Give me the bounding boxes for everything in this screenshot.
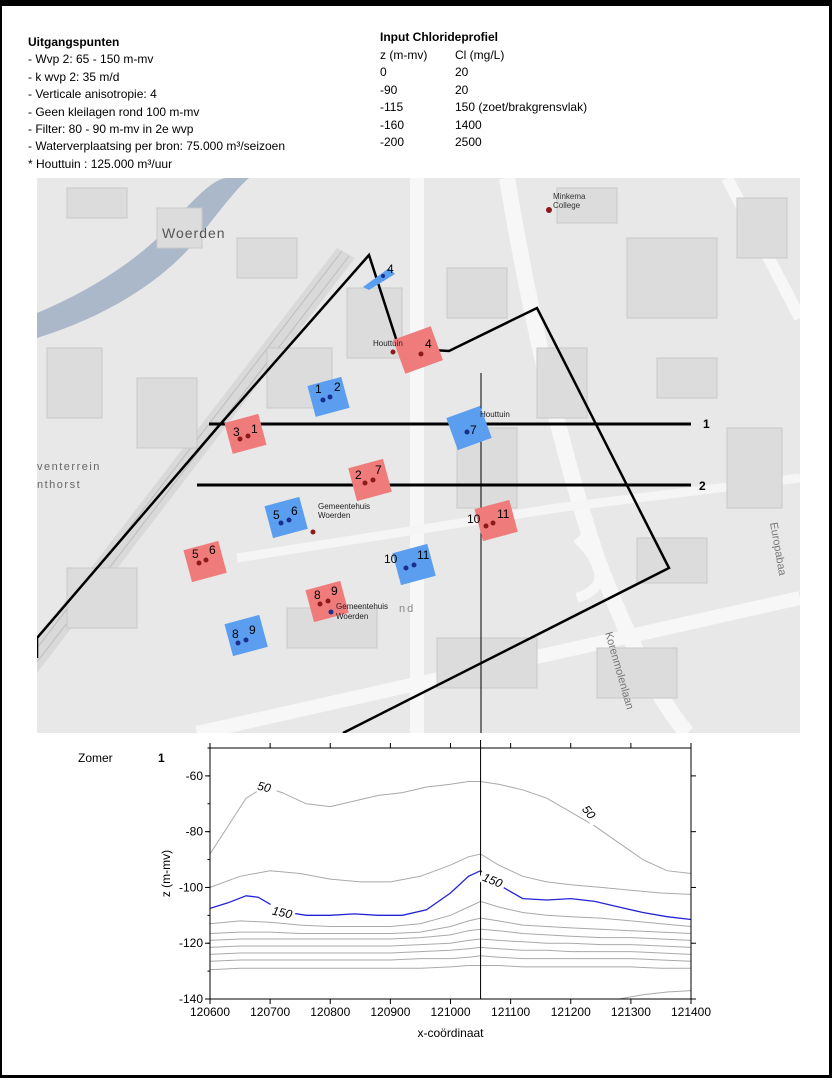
y-tick-label: -120 — [178, 936, 203, 951]
assumption-item: - Filter: 80 - 90 m-mv in 2e wvp — [28, 122, 194, 137]
building — [447, 268, 507, 318]
x-axis-label: x-coördinaat — [417, 1026, 484, 1040]
well-icon — [371, 478, 376, 483]
x-tick-label: 120900 — [370, 1005, 411, 1019]
chloride-heading: Input Chlorideprofiel — [380, 30, 498, 44]
building — [137, 378, 197, 448]
assumption-item: - Verticale anisotropie: 4 — [28, 87, 157, 102]
doublet-label: 4 — [387, 262, 394, 276]
label-gemeentehuis-1a: Gemeentehuis — [318, 502, 371, 511]
contour-line — [210, 929, 691, 940]
doublet-label: 6 — [209, 543, 216, 557]
label-europabaan: Europabaa — [767, 521, 789, 577]
well-icon — [318, 602, 323, 607]
assumptions-block — [28, 34, 358, 173]
well-icon — [412, 563, 417, 568]
y-tick-label: -140 — [178, 992, 203, 1006]
contour-label: 50 — [256, 778, 273, 796]
doublet-label: 2 — [355, 468, 362, 482]
label-gemeentehuis-1b: Woerden — [318, 511, 351, 520]
contour-line — [210, 918, 691, 933]
doublet-label: 5 — [192, 547, 199, 561]
assumption-item: - Waterverplaatsing per bron: 75.000 m³/seizoen — [28, 139, 286, 154]
well-icon — [321, 398, 326, 403]
well-icon — [204, 558, 209, 563]
col-header-z: z (m-mv) — [380, 47, 428, 62]
assumption-item: * Houttuin : 125.000 m³/uur — [28, 156, 173, 171]
doublet-label: 6 — [291, 504, 298, 518]
label-area-2: nthorst — [37, 479, 82, 491]
chart-section-label: 1 — [158, 751, 165, 765]
label-houttuin-2: Houttuin — [480, 410, 510, 419]
doublet-label: 7 — [375, 463, 382, 477]
doublet-label: 1 — [251, 422, 258, 436]
doublet-label: 11 — [497, 507, 510, 521]
building — [437, 638, 537, 688]
contour-label: 150 — [270, 903, 294, 922]
doublet-label: 2 — [334, 380, 341, 394]
houttuin-marker-icon[interactable] — [391, 350, 396, 355]
well-icon — [244, 638, 249, 643]
doublet-label: 11 — [417, 548, 430, 562]
y-tick-label: -80 — [185, 824, 203, 839]
doublet-label: 5 — [273, 508, 280, 522]
well-icon — [328, 395, 333, 400]
gemeentehuis-marker-icon[interactable] — [329, 610, 334, 615]
cell-cl: 1400 — [455, 117, 482, 132]
label-area-1: venterrein — [37, 461, 101, 473]
contour-line — [210, 947, 691, 954]
doublet-label: 9 — [331, 584, 338, 598]
table-header-row — [380, 46, 587, 64]
x-tick-label: 120800 — [310, 1005, 351, 1019]
gemeentehuis-marker-icon[interactable] — [311, 530, 316, 535]
table-row — [380, 134, 587, 152]
label-district: nd — [399, 603, 416, 615]
doublet-label: 9 — [249, 623, 256, 637]
col-header-cl: Cl (mg/L) — [455, 47, 505, 62]
cell-z: -160 — [380, 117, 405, 132]
chloride-profile-block — [380, 29, 680, 152]
doublet-label: 8 — [232, 627, 239, 641]
site-map[interactable] — [37, 178, 800, 733]
cell-z: -200 — [380, 135, 405, 150]
assumption-item: - Geen kleilagen rond 100 m-mv — [28, 104, 200, 119]
building — [637, 538, 707, 583]
assumption-item: - Wvp 2: 65 - 150 m-mv — [28, 52, 154, 67]
x-tick-label: 121100 — [491, 1005, 531, 1019]
assumptions-heading: Uitgangspunten — [28, 35, 120, 49]
chart-canvas — [40, 740, 800, 1075]
contour-line — [210, 939, 691, 947]
x-tick-label: 120600 — [189, 1005, 231, 1019]
cross-section-chart — [40, 740, 800, 1075]
well-icon — [484, 524, 489, 529]
doublet-label: 3 — [233, 425, 240, 439]
well-icon — [381, 274, 385, 278]
map-canvas — [37, 178, 800, 733]
contour-label: 150 — [480, 870, 505, 891]
contour-line — [210, 854, 691, 894]
table-row — [380, 99, 587, 117]
assumption-item: - k wvp 2: 35 m/d — [28, 69, 120, 84]
contour-label: 50 — [579, 802, 599, 822]
building — [727, 428, 782, 508]
cell-cl: 150 (zoet/brakgrensvlak) — [455, 100, 588, 115]
doublet-label: 10 — [467, 512, 481, 526]
section-label-2: 2 — [699, 479, 706, 493]
contour-line — [210, 966, 691, 970]
label-city: Woerden — [162, 225, 226, 241]
y-tick-label: -60 — [185, 768, 203, 783]
label-college-2: College — [553, 201, 581, 210]
contour-lines — [210, 782, 691, 1000]
label-korenmolenlaan: Korenmolenlaan — [602, 630, 636, 711]
building — [237, 238, 297, 278]
well-icon — [326, 599, 331, 604]
plot-frame — [210, 748, 691, 999]
x-tick-label: 121200 — [550, 1005, 591, 1019]
building — [737, 198, 787, 258]
cell-z: -90 — [380, 82, 398, 97]
x-tick-label: 120700 — [250, 1005, 291, 1019]
well-icon — [404, 566, 409, 571]
contour-line — [210, 956, 691, 962]
college-marker-icon[interactable] — [546, 207, 552, 213]
table-row — [380, 64, 587, 82]
building — [657, 358, 717, 398]
chart-season-label: Zomer — [78, 751, 113, 765]
label-college-1: Minkema — [553, 192, 586, 201]
doublet-label: 8 — [314, 588, 321, 602]
building — [67, 188, 127, 218]
doublet-label: 1 — [315, 382, 322, 396]
x-tick-label: 121300 — [610, 1005, 651, 1019]
chloride-table — [380, 46, 587, 152]
building — [627, 238, 717, 318]
x-tick-label: 121000 — [430, 1005, 471, 1019]
well-icon — [287, 518, 292, 523]
doublet-label: 7 — [470, 423, 477, 437]
section-label-1: 1 — [703, 417, 710, 431]
contour-line-50 — [210, 782, 691, 874]
y-tick-label: -100 — [178, 880, 203, 895]
contour-line — [619, 991, 691, 999]
table-row — [380, 82, 587, 100]
cell-cl: 20 — [455, 65, 469, 80]
doublet-label: 4 — [425, 337, 432, 351]
building — [67, 568, 137, 628]
label-gemeentehuis-2b: Woerden — [336, 612, 369, 621]
well-icon — [246, 434, 251, 439]
cell-z: -115 — [380, 100, 404, 115]
doublet-label: 10 — [384, 552, 398, 566]
cell-z: 0 — [380, 65, 387, 80]
well-icon — [363, 481, 368, 486]
well-icon — [491, 521, 496, 526]
x-tick-label: 121400 — [670, 1005, 712, 1019]
well-icon — [419, 352, 424, 357]
cell-cl: 20 — [455, 82, 469, 97]
y-axis-label: z (m-mv) — [159, 849, 173, 898]
well-icon — [197, 561, 202, 566]
label-houttuin-1: Houttuin — [373, 339, 403, 348]
well-icon — [236, 641, 241, 646]
well-icon — [465, 430, 470, 435]
cell-cl: 2500 — [455, 135, 482, 150]
building — [47, 348, 102, 418]
table-row — [380, 117, 587, 135]
label-gemeentehuis-2a: Gemeentehuis — [336, 602, 389, 611]
